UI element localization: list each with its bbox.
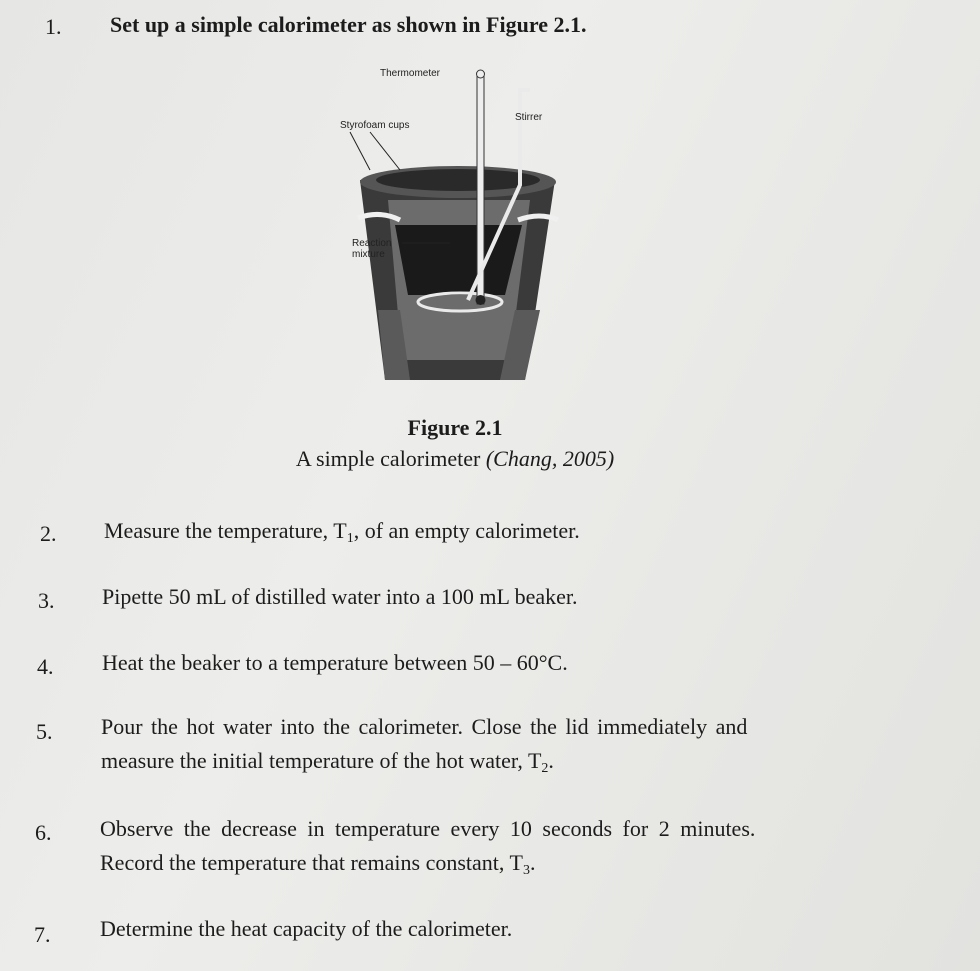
figure-title: Figure 2.1 [407,415,503,440]
step-6-line-1: Observe the decrease in temperature every 10 seconds for 2 minutes. [100,816,756,841]
step-2-text: Measure the temperature, $T_1$, of an empty calorimeter. [104,518,580,546]
step-6-number: 6. [35,820,52,845]
step-2-number: 2. [40,521,57,546]
label-mixture: mixture [352,249,385,260]
step-5-line-1: Pour the hot water into the calorimeter. Close the lid immediately and [101,714,748,739]
step-1-number: 1. [45,14,62,39]
label-styrofoam-cups: Styrofoam cups [340,120,410,131]
step-5-line-2: measure the initial temperature of the hot water, $T_2$. [101,748,554,776]
step-5-number: 5. [36,719,53,744]
step-6-line-2: Record the temperature that remains constant, $T_3$. [100,850,536,878]
calorimeter-diagram [340,60,580,390]
step-4-text: Heat the beaker to a temperature between 50 – 60°C. [102,650,568,675]
figure-caption: A simple calorimeter (Chang, 2005) [295,446,615,471]
step-3-text: Pipette 50 mL of distilled water into a 100 mL beaker. [102,584,578,609]
label-stirrer: Stirrer [515,112,543,123]
label-reaction: Reaction [352,238,392,249]
step-7-number: 7. [34,922,51,947]
step-3-number: 3. [38,588,55,613]
reaction-mixture [395,225,522,295]
label-thermometer: Thermometer [380,68,441,79]
step-7-text: Determine the heat capacity of the calorimeter. [100,916,513,941]
step-1-text: Set up a simple calorimeter as shown in Figure 2.1. [110,12,587,37]
step-4-number: 4. [37,654,54,679]
